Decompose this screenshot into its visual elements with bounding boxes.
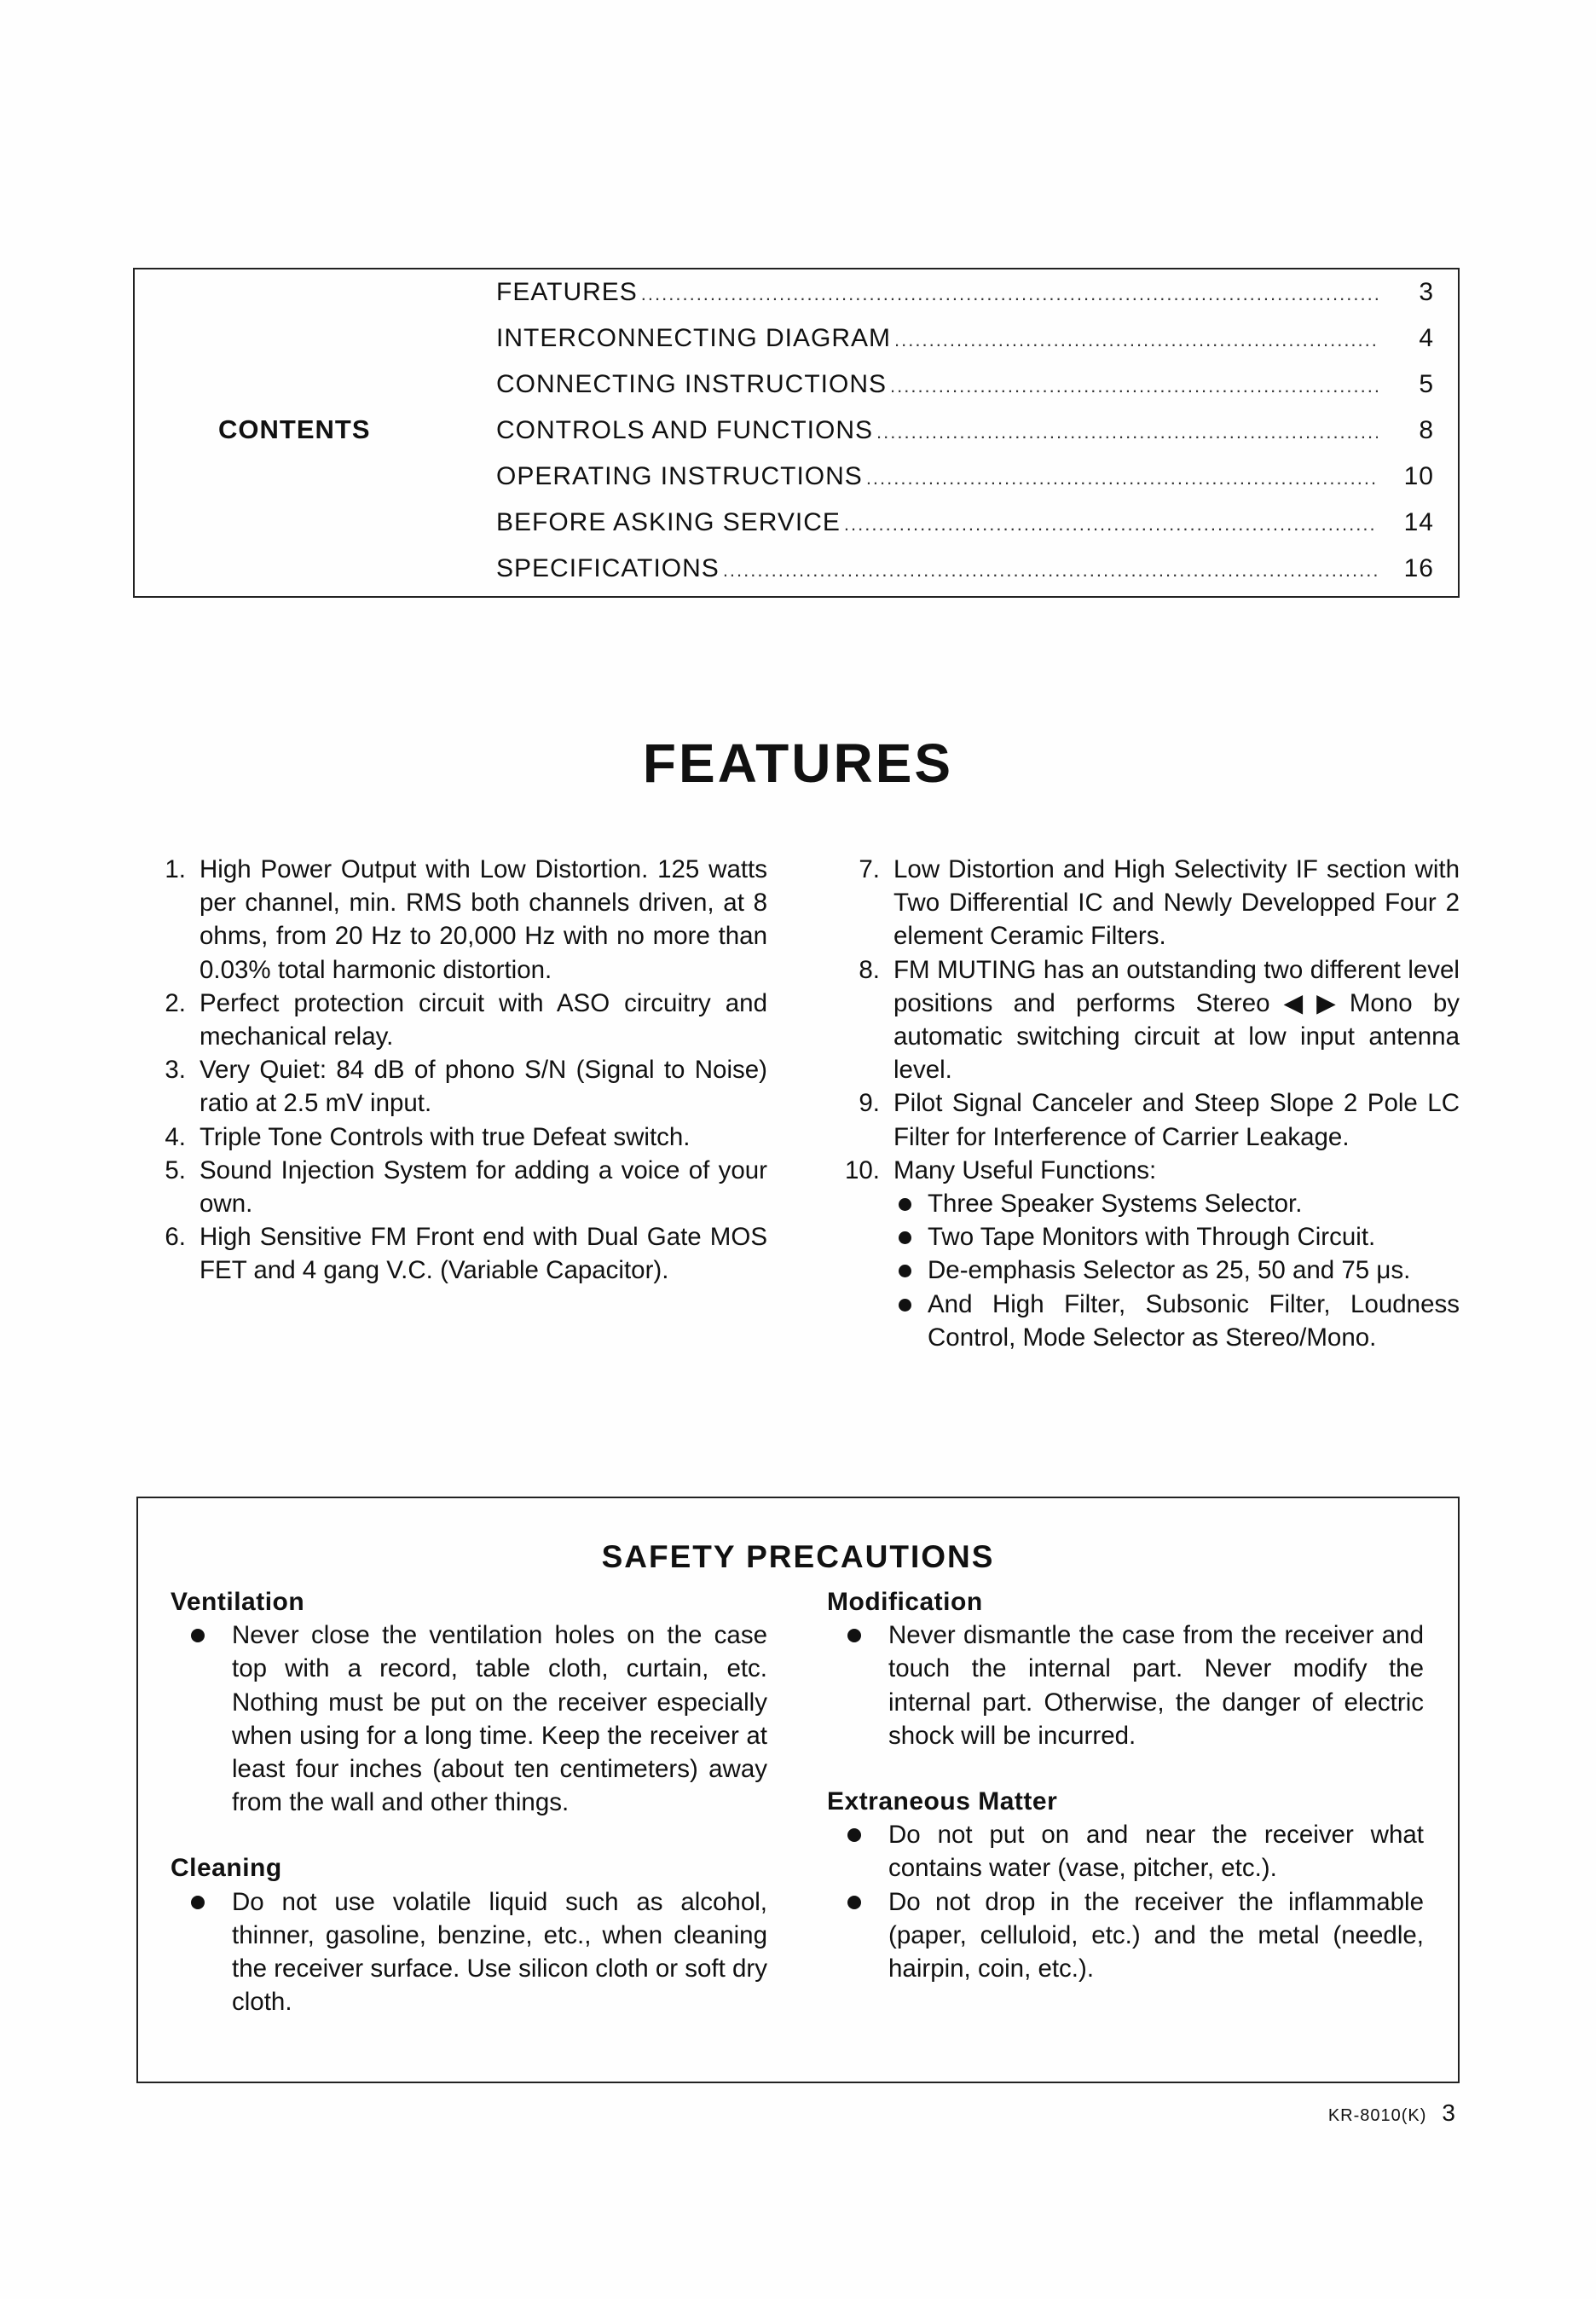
item-text: Two Tape Monitors with Through Circuit. — [928, 1223, 1376, 1252]
list-item — [818, 1086, 1460, 1153]
item-text: Three Speaker Systems Selector. — [928, 1190, 1303, 1219]
section-heading-modification: Modification — [827, 1588, 983, 1616]
toc-page: 8 — [1419, 416, 1434, 444]
toc-title: INTERCONNECTING DIAGRAM — [496, 324, 892, 352]
toc-title: FEATURES — [496, 278, 638, 306]
toc-leader — [641, 283, 1378, 305]
toc-row[interactable] — [496, 278, 1434, 324]
toc-title: CONNECTING INSTRUCTIONS — [496, 370, 887, 398]
bullet-icon — [844, 1619, 888, 1752]
item-text: De-emphasis Selector as 25, 50 and 75 μs. — [928, 1256, 1411, 1285]
safety-precautions-box — [136, 1497, 1460, 2083]
features-left-column — [153, 853, 767, 1288]
bullet-icon — [897, 1254, 928, 1287]
table-of-contents — [496, 278, 1434, 600]
toc-leader — [876, 421, 1378, 443]
item-text: Low Distortion and High Selectivity IF section with Two Differential IC and Newly Developped Four 2 element Ceramic Filters. — [893, 855, 1460, 951]
bullet-icon — [844, 1818, 888, 1885]
item-number: 3. — [165, 1056, 186, 1085]
bullet-icon — [188, 1619, 232, 1819]
toc-page: 5 — [1419, 370, 1434, 398]
toc-page: 14 — [1403, 508, 1434, 536]
toc-page: 10 — [1403, 462, 1434, 490]
list-item — [153, 1121, 767, 1154]
list-item — [844, 1818, 1424, 1885]
toc-leader — [890, 375, 1378, 397]
item-number: 8. — [859, 955, 880, 984]
item-text: Many Useful Functions: — [893, 1155, 1157, 1184]
section-heading-ventilation: Ventilation — [171, 1588, 305, 1616]
list-item — [818, 853, 1460, 953]
bullet-icon — [897, 1220, 928, 1254]
features-right-column — [818, 853, 1460, 1354]
section-heading-cleaning: Cleaning — [171, 1854, 282, 1883]
item-text: Never close the ventilation holes on the case top with a record, table cloth, curtain, etc. Nothing must be put on the receiver especially when using for a long time. Keep the receiver at least four inches (about ten centimeters) away from the wall and other things. — [232, 1621, 767, 1817]
toc-row[interactable] — [496, 416, 1434, 462]
item-text: Never dismantle the case from the receiver and touch the internal part. Never modify the internal part. Otherwise, the danger of electric shock will be incurred. — [888, 1621, 1424, 1750]
toc-title: OPERATING INSTRUCTIONS — [496, 462, 863, 490]
page-number: 3 — [1442, 2099, 1456, 2126]
list-item — [188, 1885, 767, 2019]
model-number: KR-8010(K) — [1327, 2106, 1427, 2125]
contents-label: CONTENTS — [218, 414, 371, 444]
sub-list-item — [897, 1220, 1460, 1254]
item-text: Do not drop in the receiver the inflammable (paper, celluloid, etc.) and the metal (needle, hairpin, coin, etc.). — [888, 1887, 1424, 1983]
toc-leader — [866, 467, 1378, 489]
features-heading: FEATURES — [642, 733, 954, 794]
safety-left-column — [171, 1585, 767, 2018]
bullet-icon — [844, 1885, 888, 1986]
toc-leader — [723, 559, 1378, 582]
item-number: 9. — [859, 1089, 880, 1118]
toc-page: 16 — [1403, 554, 1434, 582]
bullet-icon — [897, 1288, 928, 1354]
toc-leader — [894, 329, 1378, 351]
item-text: Very Quiet: 84 dB of phono S/N (Signal to Noise) ratio at 2.5 mV input. — [200, 1056, 767, 1118]
list-item — [153, 1053, 767, 1120]
safety-right-column — [827, 1585, 1424, 1985]
item-number: 5. — [165, 1155, 186, 1184]
list-item — [153, 987, 767, 1053]
item-number: 6. — [165, 1223, 186, 1252]
list-item — [153, 1220, 767, 1287]
item-text: Perfect protection circuit with ASO circuitry and mechanical relay. — [200, 988, 767, 1051]
item-number: 1. — [165, 855, 186, 883]
toc-leader — [844, 513, 1378, 536]
list-item — [844, 1885, 1424, 1986]
item-text: High Sensitive FM Front end with Dual Gate MOS FET and 4 gang V.C. (Variable Capacitor). — [200, 1223, 767, 1285]
safety-heading: SAFETY PRECAUTIONS — [601, 1539, 995, 1574]
item-text: High Power Output with Low Distortion. 125 watts per channel, min. RMS both channels driven, at 8 ohms, from 20 Hz to 20,000 Hz with no more than 0.03% total harmonic distortion. — [200, 855, 767, 984]
list-item — [844, 1619, 1424, 1752]
sub-list-item — [897, 1288, 1460, 1354]
bullet-icon — [897, 1187, 928, 1220]
list-item — [188, 1619, 767, 1819]
item-text: FM MUTING has an outstanding two different level positions and performs Stereo◀▶Mono by automatic switching circuit at low input antenna level. — [893, 955, 1460, 1085]
item-number: 4. — [165, 1122, 186, 1151]
toc-row[interactable] — [496, 324, 1434, 370]
toc-row[interactable] — [496, 462, 1434, 508]
bullet-icon — [188, 1885, 232, 2019]
item-number: 2. — [165, 988, 186, 1017]
page-footer — [1328, 2099, 1456, 2127]
toc-row[interactable] — [496, 508, 1434, 554]
item-text: And High Filter, Subsonic Filter, Loudness Control, Mode Selector as Stereo/Mono. — [928, 1289, 1460, 1352]
item-text: Pilot Signal Canceler and Steep Slope 2 Pole LC Filter for Interference of Carrier Leakage. — [893, 1089, 1460, 1151]
list-item — [153, 1154, 767, 1220]
contents-box — [133, 268, 1460, 598]
toc-title: CONTROLS AND FUNCTIONS — [496, 416, 874, 444]
item-text: Do not put on and near the receiver what contains water (vase, pitcher, etc.). — [888, 1821, 1424, 1883]
toc-page: 4 — [1419, 324, 1434, 352]
sub-list-item — [897, 1254, 1460, 1287]
toc-row[interactable] — [496, 554, 1434, 600]
list-item — [818, 953, 1460, 1087]
item-text: Triple Tone Controls with true Defeat switch. — [200, 1122, 691, 1151]
toc-page: 3 — [1419, 278, 1434, 306]
toc-row[interactable] — [496, 370, 1434, 416]
item-number: 7. — [859, 855, 880, 883]
list-item — [818, 1154, 1460, 1187]
item-text: Do not use volatile liquid such as alcohol, thinner, gasoline, benzine, etc., when cleaning the receiver surface. Use silicon cloth or soft dry cloth. — [232, 1887, 767, 2017]
item-number: 10. — [844, 1155, 880, 1184]
section-heading-extraneous-matter: Extraneous Matter — [827, 1787, 1058, 1816]
sub-list-item — [897, 1187, 1460, 1220]
toc-title: BEFORE ASKING SERVICE — [496, 508, 841, 536]
list-item — [153, 853, 767, 987]
toc-title: SPECIFICATIONS — [496, 554, 720, 582]
item-text: Sound Injection System for adding a voice of your own. — [200, 1155, 767, 1219]
